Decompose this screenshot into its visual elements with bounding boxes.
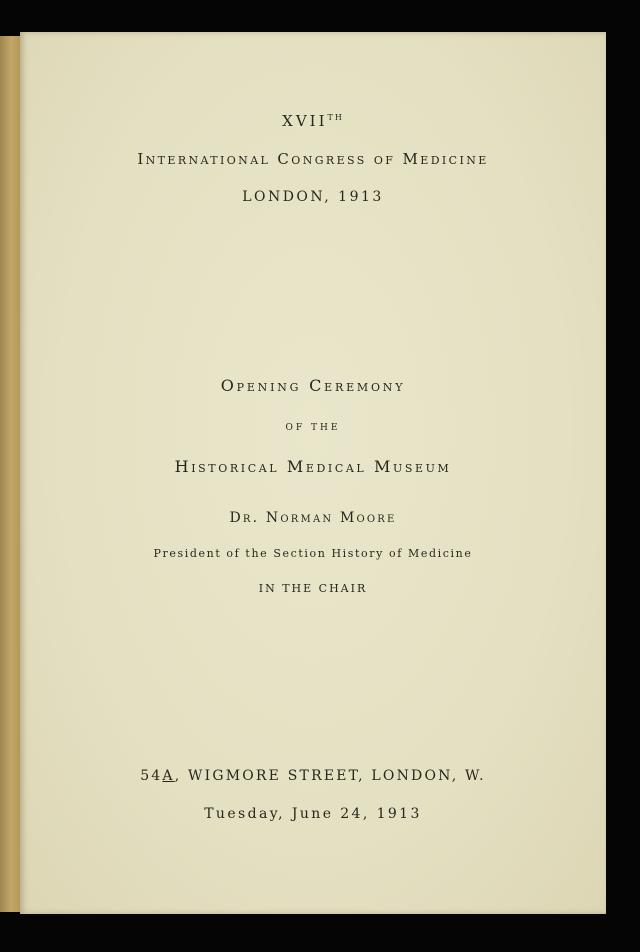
address-street: , WIGMORE STREET, LONDON, W.	[174, 768, 486, 784]
of-the-label: OF THE	[285, 423, 341, 433]
ceremony-title: Opening Ceremony	[220, 376, 406, 395]
chair-role: President of the Section History of Medicine	[153, 547, 473, 560]
congress-number-suffix: TH	[327, 113, 344, 122]
address-letter: A	[162, 768, 175, 784]
address	[20, 768, 606, 784]
museum-name: Historical Medical Museum	[174, 457, 452, 476]
congress-name: International Congress of Medicine	[137, 150, 489, 168]
address-number: 54	[140, 768, 163, 784]
in-chair-label: IN THE CHAIR	[258, 582, 368, 595]
document-page	[20, 32, 606, 914]
congress-number-roman: XVII	[282, 112, 328, 130]
congress-number	[20, 112, 606, 130]
chair-name: Dr. Norman Moore	[229, 510, 397, 526]
event-date: Tuesday, June 24, 1913	[204, 806, 422, 822]
congress-place: LONDON, 1913	[242, 189, 384, 205]
